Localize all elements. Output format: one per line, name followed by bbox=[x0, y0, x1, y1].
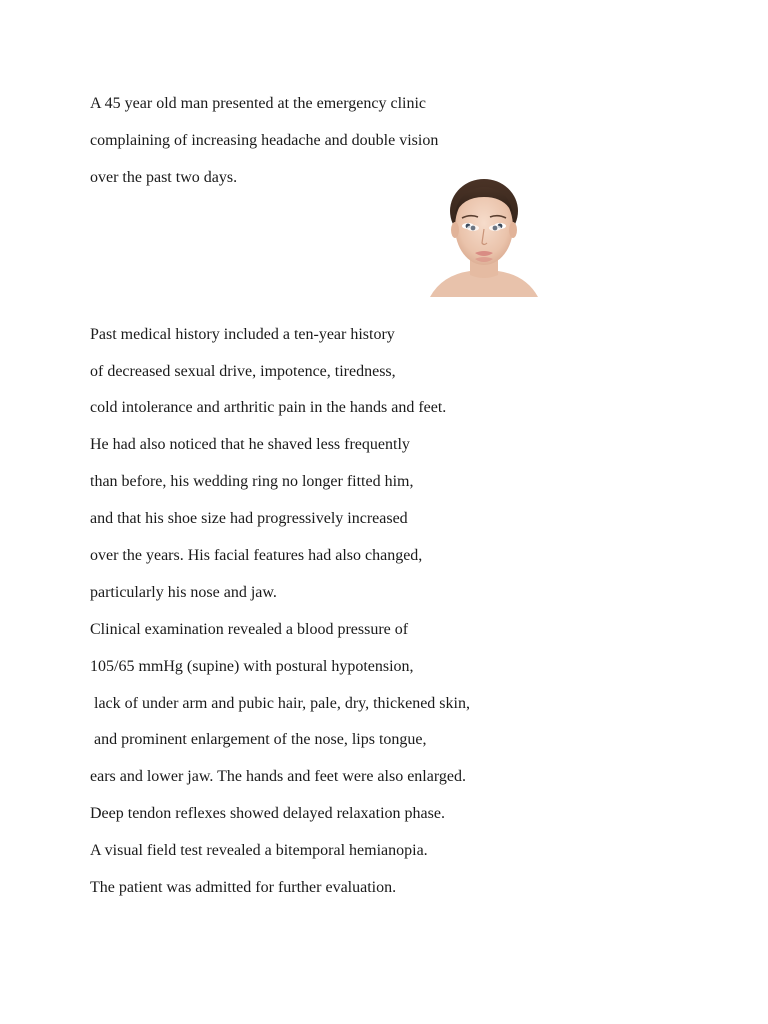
history-line: over the years. His facial features had also changed, bbox=[90, 547, 423, 564]
intro-line: A 45 year old man presented at the emergency clinic bbox=[90, 95, 427, 112]
history-line: Deep tendon reflexes showed delayed relaxation phase. bbox=[90, 805, 445, 822]
history-line: He had also noticed that he shaved less frequently bbox=[90, 436, 410, 453]
history-line: ears and lower jaw. The hands and feet were also enlarged. bbox=[90, 768, 466, 785]
history-line: and that his shoe size had progressively increased bbox=[90, 510, 408, 527]
history-line: A visual field test revealed a bitemporal hemianopia. bbox=[90, 842, 428, 859]
history-line: of decreased sexual drive, impotence, tiredness, bbox=[90, 363, 396, 380]
intro-line: complaining of increasing headache and double vision bbox=[90, 132, 439, 149]
history-line: cold intolerance and arthritic pain in the hands and feet. bbox=[90, 399, 447, 416]
history-line: The patient was admitted for further evaluation. bbox=[90, 879, 397, 896]
history-line: than before, his wedding ring no longer fitted him, bbox=[90, 473, 414, 490]
history-line: 105/65 mmHg (supine) with postural hypotension, bbox=[90, 658, 414, 675]
double-vision-face-image bbox=[422, 175, 546, 297]
history-line: Clinical examination revealed a blood pressure of bbox=[90, 621, 409, 638]
history-line: lack of under arm and pubic hair, pale, dry, thickened skin, bbox=[90, 695, 470, 712]
history-line: and prominent enlargement of the nose, lips tongue, bbox=[90, 731, 427, 748]
history-line: Past medical history included a ten-year history bbox=[90, 326, 395, 343]
history-line: particularly his nose and jaw. bbox=[90, 584, 277, 601]
intro-line: over the past two days. bbox=[90, 169, 238, 186]
